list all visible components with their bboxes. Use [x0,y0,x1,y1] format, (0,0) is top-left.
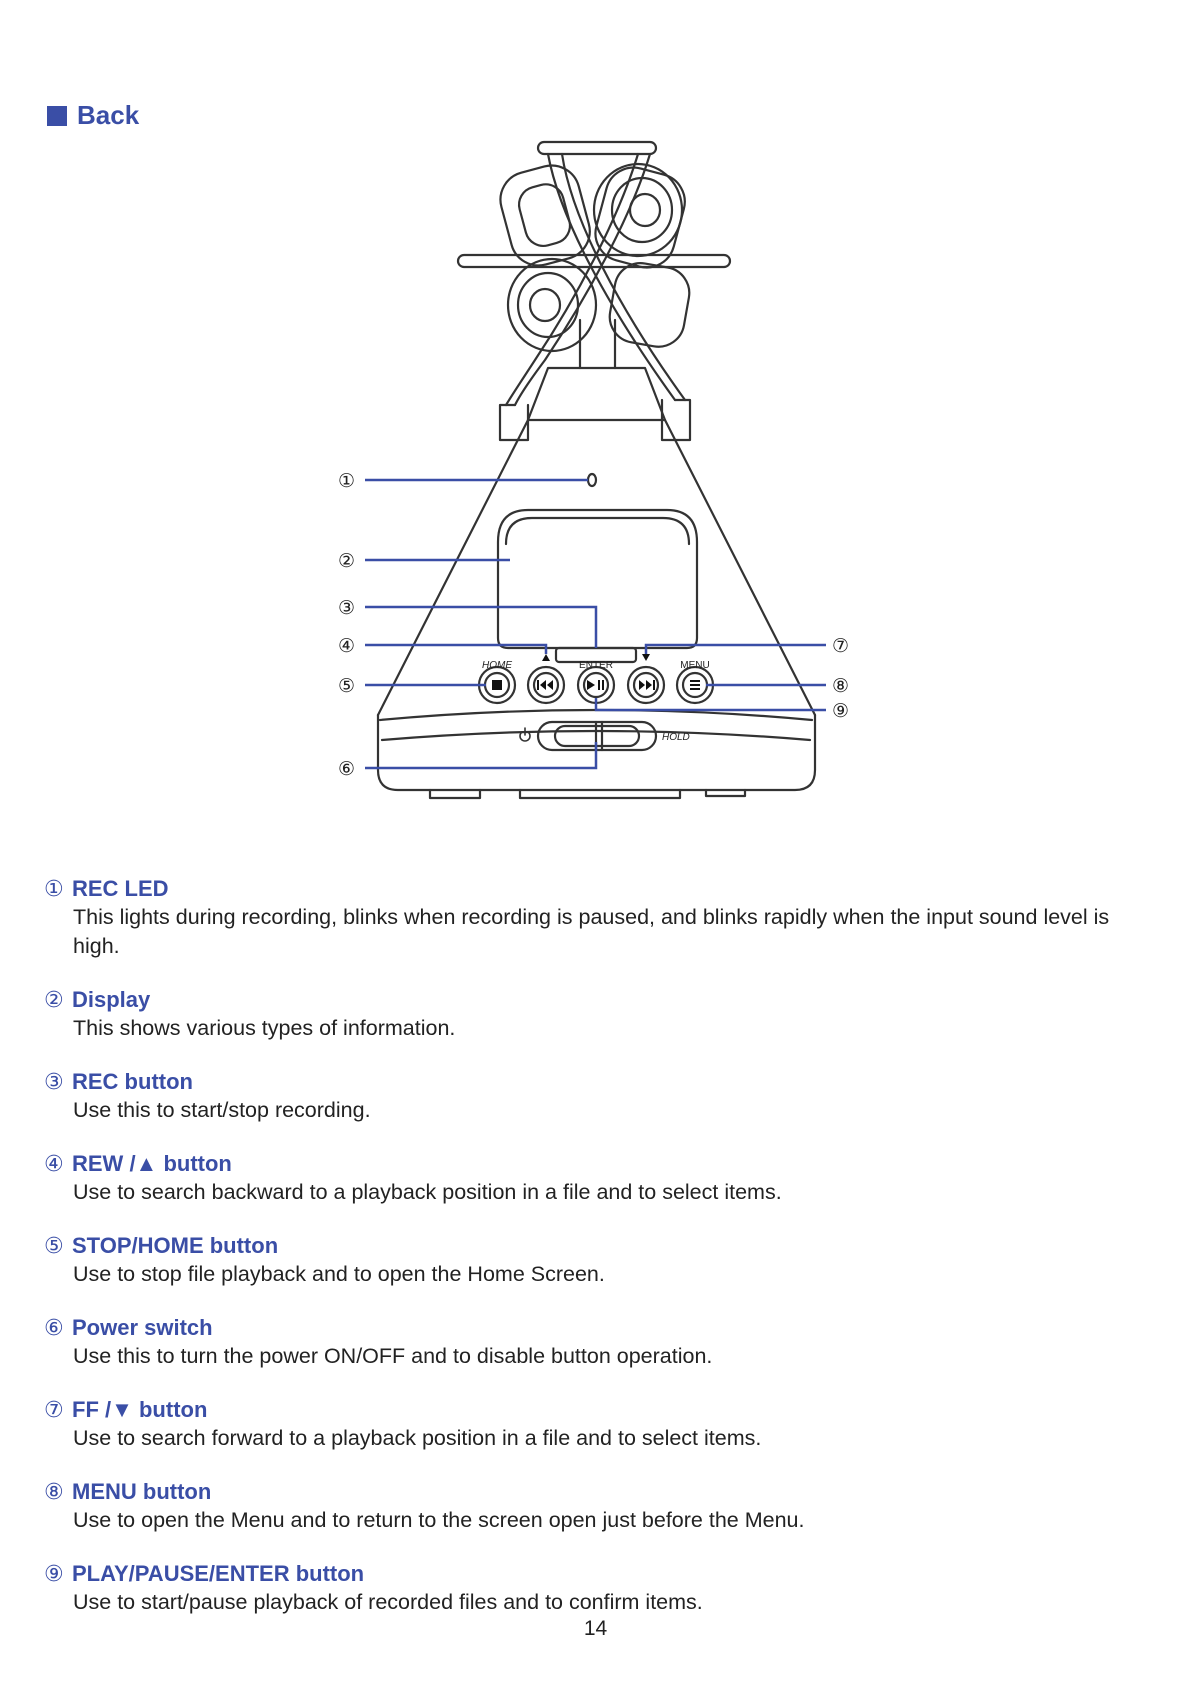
item-title: REW /▲ button [72,1151,232,1176]
power-icon [520,728,530,741]
item-title: STOP/HOME button [72,1233,279,1258]
mic-capsule-front-top [594,164,682,256]
item-title: Display [72,987,151,1012]
item-title: MENU button [72,1479,212,1504]
callout-9: ⑨ [832,700,850,722]
hold-label: HOLD [662,732,690,743]
item-title: Power switch [72,1315,213,1340]
item-description: This shows various types of information. [73,1016,456,1040]
component-list [44,875,1154,1642]
item-number: ③ [44,1069,64,1094]
list-item [44,1478,1154,1535]
section-heading [47,100,139,131]
item-number: ④ [44,1151,64,1176]
item-title: REC LED [72,876,169,901]
item-description: This lights during recording, blinks when recording is paused, and blinks rapidly when the input sound level is high. [73,905,1110,958]
item-number: ⑤ [44,1233,64,1258]
page-number: 14 [583,1617,608,1640]
list-item [44,1314,1154,1371]
list-item [44,875,1154,961]
callout-2: ② [338,550,356,572]
callout-8: ⑧ [832,675,850,697]
callout-7: ⑦ [832,635,850,657]
list-item [44,1560,1154,1617]
rec-led [588,474,596,486]
play-pause-icon [587,680,604,690]
item-number: ⑦ [44,1397,64,1422]
list-item [44,1068,1154,1125]
item-number: ① [44,876,64,901]
device-back-diagram [0,130,1191,850]
item-number: ② [44,987,64,1012]
item-description: Use to search forward to a playback position in a file and to select items. [73,1426,762,1450]
callout-4: ④ [338,635,356,657]
display-screen [498,510,697,648]
fast-forward-icon [639,680,655,690]
item-title: PLAY/PAUSE/ENTER button [72,1561,365,1586]
item-description: Use to stop file playback and to open the Home Screen. [73,1262,605,1286]
callout-6: ⑥ [338,758,356,780]
item-number: ⑥ [44,1315,64,1340]
item-title: REC button [72,1069,193,1094]
rewind-icon [537,680,553,690]
list-item [44,1150,1154,1207]
callout-1: ① [338,470,356,492]
menu-label: MENU [680,660,710,671]
item-number: ⑨ [44,1561,64,1586]
enter-label: ENTER [579,660,613,671]
square-bullet-icon [47,106,67,126]
callout-3: ③ [338,597,356,619]
stop-icon [492,680,502,690]
up-arrow-icon [542,654,550,661]
callout-5: ⑤ [338,675,356,697]
device-neck [528,320,665,420]
item-description: Use to start/pause playback of recorded files and to confirm items. [73,1590,703,1614]
item-description: Use to search backward to a playback position in a file and to select items. [73,1180,782,1204]
list-item [44,1232,1154,1289]
mic-capsule-lower-right [606,259,694,351]
item-title: FF /▼ button [72,1397,208,1422]
menu-icon [690,680,700,690]
item-description: Use this to start/stop recording. [73,1098,371,1122]
down-arrow-icon [642,654,650,661]
item-number: ⑧ [44,1479,64,1504]
item-description: Use this to turn the power ON/OFF and to disable button operation. [73,1344,713,1368]
mic-capsule-front-bottom [508,259,596,351]
section-title: Back [77,100,140,130]
item-description: Use to open the Menu and to return to the screen open just before the Menu. [73,1508,805,1532]
list-item [44,986,1154,1043]
list-item [44,1396,1154,1453]
home-label: HOME [482,660,512,671]
